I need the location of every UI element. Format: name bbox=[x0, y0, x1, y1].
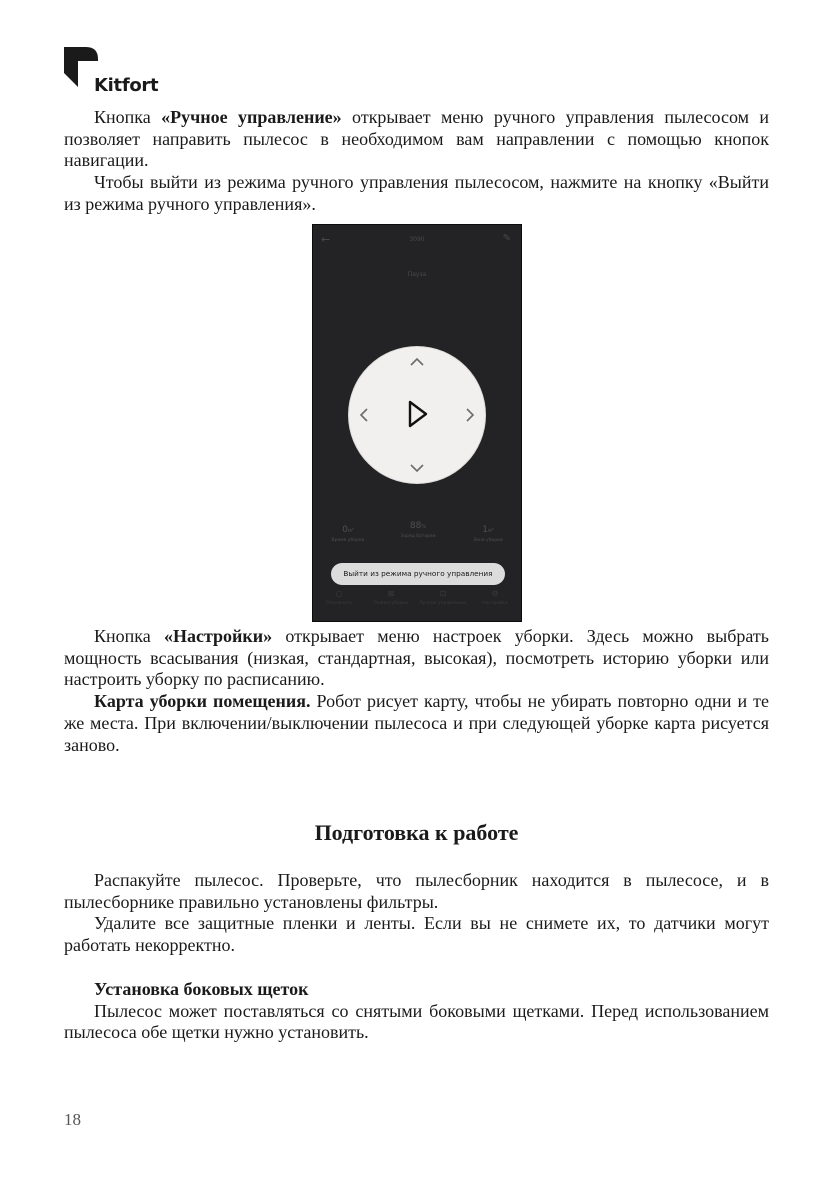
edit-pencil-icon[interactable]: ✎ bbox=[502, 233, 511, 244]
play-icon[interactable] bbox=[407, 399, 429, 429]
app-screenshot bbox=[312, 224, 522, 622]
paragraph: Распакуйте пылесос. Проверьте, что пылесборник находится в пылесосе, и в пылесборнике правильно установлены фильтры. bbox=[64, 870, 769, 912]
back-arrow-icon[interactable]: ← bbox=[321, 233, 331, 246]
paragraph: Кнопка «Ручное управление» открывает меню ручного управления пылесосом и позволяет направить пылесос в необходимом вам направлении с помощью кнопок навигации. bbox=[64, 107, 769, 171]
chevron-left-icon[interactable] bbox=[359, 408, 368, 422]
brand-name: Kitfort bbox=[94, 75, 159, 96]
manual-control-description bbox=[64, 107, 769, 216]
device-title: 3090 bbox=[409, 236, 425, 243]
page-number: 18 bbox=[64, 1110, 81, 1129]
mode-icon: ⊠ bbox=[387, 589, 395, 598]
preparation-text bbox=[64, 870, 769, 957]
paragraph: Кнопка «Настройки» открывает меню настроек уборки. Здесь можно выбрать мощность всасывания (низкая, стандартная, высокая), посмотреть историю уборки или настроить уборку по расписанию. bbox=[64, 626, 769, 690]
bold-term: Карта уборки помещения. bbox=[94, 691, 311, 712]
manual-control-icon: ⊡ bbox=[439, 589, 447, 598]
kitfort-logo-icon bbox=[64, 47, 98, 87]
paragraph: Чтобы выйти из режима ручного управления пылесосом, нажмите на кнопку «Выйти из режима ручного управления». bbox=[64, 172, 769, 214]
exit-manual-mode-button[interactable]: Выйти из режима ручного управления bbox=[331, 563, 505, 585]
paragraph: Удалите все защитные пленки и ленты. Если вы не снимете их, то датчики могут работать некорректно. bbox=[64, 913, 769, 956]
status-text: Пауза bbox=[407, 271, 427, 278]
paragraph: Пылесос может поставляться со снятыми боковыми щетками. Перед использованием пылесоса обе щетки нужно установить. bbox=[64, 1000, 769, 1043]
side-brushes-text bbox=[64, 979, 769, 1044]
stats-row bbox=[313, 521, 521, 555]
settings-description bbox=[64, 626, 769, 756]
nav-item-power[interactable]: ○ Отключить bbox=[313, 589, 365, 606]
nav-item-manual-control[interactable]: ⊡ Ручное управление bbox=[417, 589, 469, 606]
stat-cleaning-time: 0м² Время уборки bbox=[331, 525, 365, 543]
nav-item-settings[interactable]: ⚙ Настройки bbox=[469, 589, 521, 606]
power-icon: ○ bbox=[335, 589, 343, 598]
gear-icon: ⚙ bbox=[491, 589, 499, 598]
direction-pad bbox=[349, 347, 485, 483]
bold-term: «Ручное управление» bbox=[161, 107, 342, 127]
stat-cleaning-area: 1м² Зона уборки bbox=[473, 525, 503, 543]
stat-battery: 88% Заряд батареи bbox=[400, 521, 436, 539]
chevron-right-icon[interactable] bbox=[466, 408, 475, 422]
paragraph: Карта уборки помещения. Робот рисует карту, чтобы не убирать повторно одни и те же места. При включении/выключении пылесоса и при следующей уборке карта рисуется заново. bbox=[64, 691, 769, 755]
bottom-nav bbox=[313, 589, 521, 619]
chevron-down-icon[interactable] bbox=[410, 464, 424, 473]
section-title: Подготовка к работе bbox=[314, 820, 519, 845]
bold-term: «Настройки» bbox=[163, 626, 273, 646]
chevron-up-icon[interactable] bbox=[410, 357, 424, 366]
brand-logo bbox=[64, 47, 174, 97]
subheading: Установка боковых щеток bbox=[94, 979, 309, 999]
nav-item-cleaning-mode[interactable]: ⊠ Режим уборки bbox=[365, 589, 417, 606]
